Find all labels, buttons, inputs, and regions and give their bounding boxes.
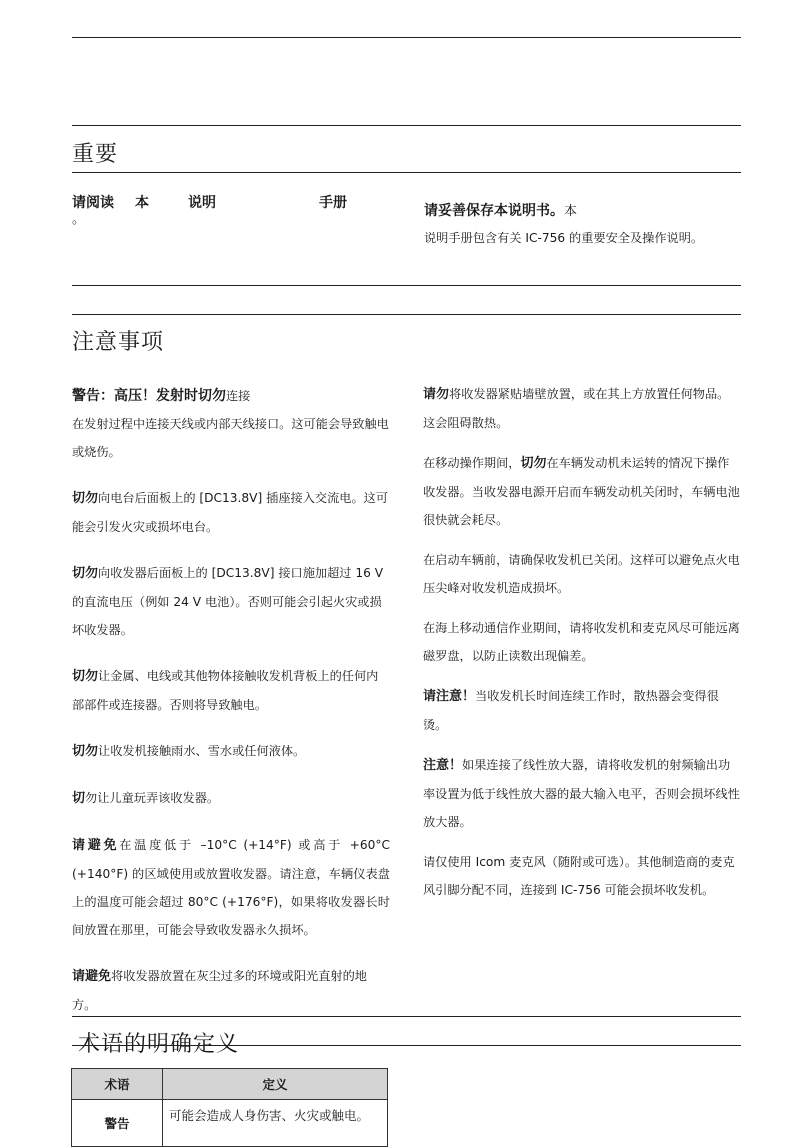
precaution-text: 将收发器放置在灰尘过多的环境或阳光直射的地方。 [72, 969, 367, 1012]
definitions-top-rule [72, 1016, 741, 1017]
important-top-rule [72, 125, 741, 126]
important-left-word-3: 说明 [188, 195, 216, 211]
precaution-text: 当收发机长时间连续工作时，散热器会变得很烫。 [423, 689, 719, 732]
precaution-text: 在发射过程中连接天线或内部天线接口。这可能会导致触电或烧伤。 [72, 417, 389, 459]
precaution-text: 连接 [226, 389, 251, 403]
table-header-term: 术语 [72, 1069, 163, 1100]
precaution-keyword: 请注意！ [423, 689, 476, 704]
important-left-period: 。 [72, 212, 86, 227]
precaution-keyword: 切勿 [72, 669, 99, 684]
precaution-item [423, 682, 741, 739]
important-title: 重要 [72, 142, 119, 167]
precaution-item [72, 962, 390, 1019]
precaution-item [72, 382, 390, 410]
precaution-item [423, 546, 741, 602]
keep-manual-tail: 本 [564, 204, 578, 219]
precaution-text: 如果连接了线性放大器，请将收发机的射频输出功率设置为低于线性放大器的最大输入电平，否则会损坏线性放大器。 [423, 758, 740, 829]
precaution-keyword: 切 [72, 791, 86, 806]
precautions-right-column [423, 380, 741, 904]
precaution-keyword: 请避免 [72, 838, 120, 853]
precaution-keyword: 注意！ [423, 758, 463, 773]
precaution-keyword: 切勿 [72, 491, 99, 506]
precaution-text: 将收发器紧贴墙壁放置，或在其上方放置任何物品。这会阻碍散热。 [423, 387, 730, 430]
precaution-keyword: 请勿 [423, 387, 450, 402]
precaution-text: 在移动操作期间， [423, 456, 521, 470]
precaution-item [423, 848, 741, 904]
important-left-word-4: 手册 [319, 195, 347, 211]
precaution-item [423, 614, 741, 670]
precaution-text: 勿让儿童玩弄该收发器。 [85, 791, 220, 805]
precautions-left-column [72, 382, 390, 1019]
table-header-row [72, 1069, 388, 1100]
definitions-title: 术语的明确定义 [78, 1032, 240, 1057]
keep-manual-notice: 请妥善保存本说明书。 [424, 203, 564, 219]
precaution-text: 在温度低于 –10°C (+14°F) 或高于 +60°C (+140°F) 的区域使用或放置收发器。请注意，车辆仪表盘上的温度可能会超过 80°C (+176°F)，如果将收发器长时间放置在那里，可能会导致收发器永久损坏。 [72, 838, 390, 937]
precaution-keyword: 请避免 [72, 969, 112, 984]
precaution-item [72, 784, 390, 813]
definitions-strike-rule [72, 1045, 741, 1046]
precautions-title: 注意事项 [72, 330, 165, 355]
precaution-text: 在启动车辆前，请确保收发机已关闭。这样可以避免点火电压尖峰对收发机造成损坏。 [423, 553, 740, 595]
important-end-rule [72, 285, 741, 286]
precaution-text: 在车辆发动机未运转的情况下操作收发器。当收发器电源开启而车辆发动机关闭时，车辆电池很快就会耗尽。 [423, 456, 740, 527]
precaution-item [72, 737, 390, 766]
precaution-item [423, 380, 741, 437]
definition-cell: 可能会造成人身伤害、火灾或触电。 [163, 1100, 388, 1147]
precaution-item [72, 831, 390, 944]
important-left-word-1: 请阅读 [72, 195, 114, 211]
warning-high-voltage: 警告：高压！发射时切勿 [72, 388, 226, 404]
important-bottom-rule [72, 172, 741, 173]
precaution-item [72, 662, 390, 719]
important-right-line2: 说明手册包含有关 IC-756 的重要安全及操作说明。 [424, 231, 704, 245]
precaution-text: 让收发机接触雨水、雪水或任何液体。 [98, 744, 306, 758]
precaution-item [72, 559, 390, 644]
definitions-table [71, 1068, 388, 1147]
table-header-definition: 定义 [163, 1069, 388, 1100]
important-left-word-2: 本 [135, 195, 149, 211]
precaution-text: 在海上移动通信作业期间，请将收发机和麦克风尽可能远离磁罗盘，以防止读数出现偏差。 [423, 621, 740, 663]
precaution-text: 让金属、电线或其他物体接触收发机背板上的任何内部部件或连接器。否则将导致触电。 [72, 669, 379, 712]
precaution-keyword: 切勿 [72, 566, 99, 581]
precaution-text: 请仅使用 Icom 麦克风（随附或可选）。其他制造商的麦克风引脚分配不同，连接到 IC-756 可能会损坏收发机。 [423, 855, 735, 897]
precaution-keyword: 切勿 [72, 744, 99, 759]
precaution-item [72, 484, 390, 541]
precaution-item [423, 449, 741, 534]
important-right-line1 [424, 200, 577, 220]
precautions-top-rule [72, 314, 741, 315]
precaution-text: 向收发器后面板上的 [DC13.8V] 接口施加超过 16 V 的直流电压（例如 24 V 电池）。否则可能会引起火灾或损坏收发器。 [72, 566, 384, 637]
top-rule [72, 37, 741, 38]
term-cell: 警告 [72, 1100, 163, 1147]
precaution-item [423, 751, 741, 836]
table-row [72, 1100, 388, 1147]
precaution-item [72, 410, 390, 466]
precaution-text: 向电台后面板上的 [DC13.8V] 插座接入交流电。这可能会引发火灾或损坏电台。 [72, 491, 389, 534]
precaution-keyword: 切勿 [520, 456, 547, 471]
